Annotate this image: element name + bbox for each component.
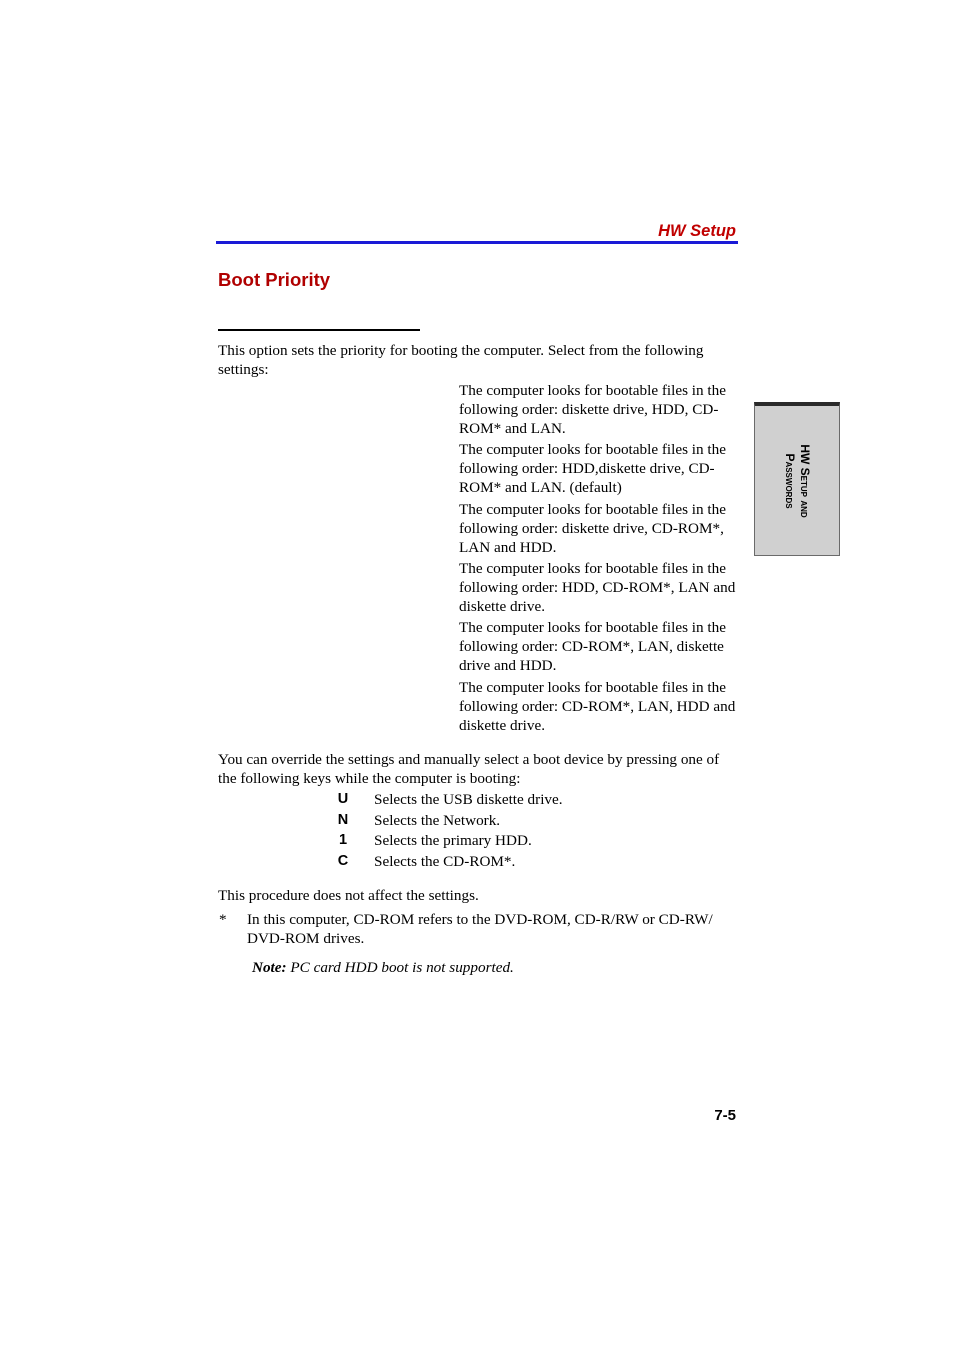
option-description: The computer looks for bootable files in the following order: diskette drive, CD-ROM*, LAN and HDD. (459, 501, 726, 556)
key-letter: U (337, 791, 349, 807)
key-letter: N (337, 812, 349, 828)
option-description: The computer looks for bootable files in the following order: HDD, CD-ROM*, LAN and diskette drive. (459, 560, 736, 615)
key-description: Selects the USB diskette drive. (374, 791, 563, 808)
side-tab-line1: HW Setup and (798, 443, 812, 518)
note (252, 958, 514, 977)
chapter-side-tab (754, 402, 840, 556)
key-letter: 1 (338, 832, 348, 848)
intro-paragraph: This option sets the priority for booting the computer. Select from the following settings: (218, 342, 704, 378)
footnote-marker: * (219, 911, 227, 928)
note-label: Note: (252, 959, 287, 976)
header-rule (216, 241, 738, 244)
page-number: 7-5 (714, 1107, 736, 1124)
option-description: The computer looks for bootable files in the following order: diskette drive, HDD, CD-ROM* and LAN. (459, 382, 726, 437)
option-description: The computer looks for bootable files in the following order: HDD,diskette drive, CD-ROM* and LAN. (default) (459, 441, 726, 496)
key-description: Selects the CD-ROM*. (374, 853, 516, 870)
option-description: The computer looks for bootable files in the following order: CD-ROM*, LAN, diskette drive and HDD. (459, 619, 726, 674)
option-description: The computer looks for bootable files in the following order: CD-ROM*, LAN, HDD and diskette drive. (459, 679, 736, 734)
side-tab-label (782, 444, 812, 517)
side-tab-line2: Passwords (783, 452, 797, 509)
procedure-note: This procedure does not affect the settings. (218, 887, 479, 904)
section-title: Boot Priority (218, 269, 331, 290)
key-letter: C (337, 853, 349, 869)
override-paragraph: You can override the settings and manually select a boot device by pressing one of the following keys while the computer is booting: (218, 751, 720, 787)
key-description: Selects the primary HDD. (374, 832, 532, 849)
running-head: HW Setup (658, 222, 736, 240)
key-description: Selects the Network. (374, 812, 501, 829)
footnote-text: In this computer, CD-ROM refers to the DVD-ROM, CD-R/RW or CD-RW/ DVD-ROM drives. (247, 911, 713, 947)
note-text: PC card HDD boot is not supported. (290, 959, 514, 976)
section-rule (218, 329, 420, 331)
